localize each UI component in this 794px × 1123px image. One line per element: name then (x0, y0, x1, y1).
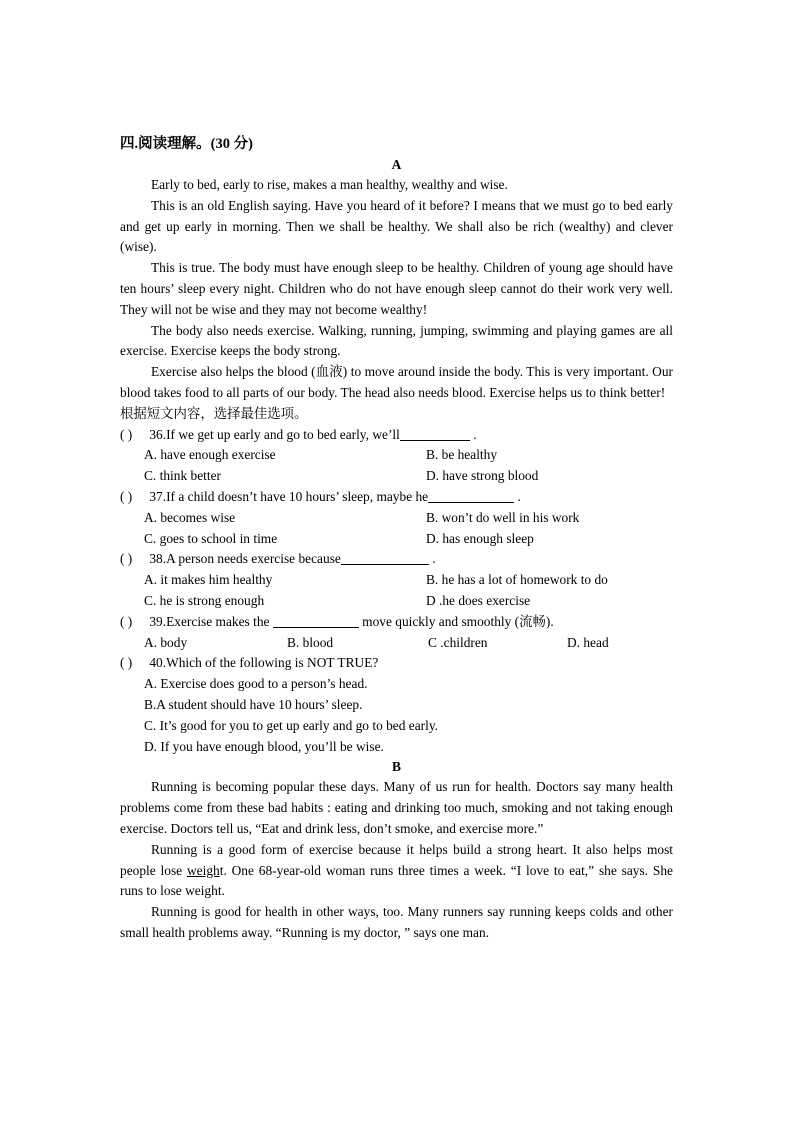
options-row (120, 508, 673, 529)
options-row (120, 570, 673, 591)
option-b[interactable]: B. won’t do well in his work (426, 509, 580, 525)
option-d[interactable]: D. head (567, 634, 609, 650)
passage-b-paragraph: Running is becoming popular these days. Many of us run for health. Doctors say many health problems come from these bad habits : eating and drinking too much, smoking and not taking enough exercise. Doctors tell us, “Eat and drink less, don’t smoke, and exercise more.” (120, 779, 673, 836)
option-d[interactable]: D. has enough sleep (426, 530, 534, 546)
option-c[interactable]: C. think better (144, 468, 221, 484)
passage-a-paragraph: Early to bed, early to rise, makes a man healthy, wealthy and wise. (151, 177, 508, 192)
passage-b-paragraph (120, 840, 673, 902)
section-title: 四.阅读理解。(30 分) (120, 136, 253, 152)
options-row (120, 445, 673, 466)
question-stem-end: . (469, 426, 477, 442)
option-c[interactable]: C. goes to school in time (144, 530, 278, 546)
passage-b-text: t. One 68-year-old woman runs three times a week. “I love to eat,” she says. She runs to lose weight. (120, 862, 673, 899)
option-b[interactable]: B.A student should have 10 hours’ sleep. (144, 696, 363, 712)
answer-blank (400, 426, 470, 441)
option-b[interactable]: B. be healthy (426, 447, 498, 463)
question-36 (120, 425, 673, 446)
question-stem-end: . (514, 488, 521, 504)
option-a[interactable]: A. Exercise does good to a person’s head. (144, 676, 368, 692)
passage-a-paragraph: This is true. The body must have enough sleep to be healthy. Children of young age should have ten hours’ sleep every night. Children who do not have enough sleep cannot do their work very well. They will not be wise and they may not become wealthy! (120, 260, 673, 317)
options-row (120, 695, 673, 716)
option-d[interactable]: D. If you have enough blood, you’ll be wise. (144, 738, 384, 754)
options-row (120, 737, 673, 758)
answer-bracket[interactable]: ( ) (120, 613, 133, 629)
answer-blank (341, 550, 429, 565)
question-stem: 37.If a child doesn’t have 10 hours’ sleep, maybe he (149, 488, 429, 504)
underlined-word: weigh (186, 862, 220, 878)
option-a[interactable]: A. have enough exercise (144, 447, 276, 463)
options-row (120, 674, 673, 695)
option-a[interactable]: A. body (144, 634, 188, 650)
question-instruction: 根据短文内容，选择最佳选项。 (120, 405, 308, 421)
answer-bracket[interactable]: ( ) (120, 488, 133, 504)
options-row (120, 633, 673, 654)
option-d[interactable]: D. have strong blood (426, 468, 539, 484)
passage-a-paragraph: This is an old English saying. Have you heard of it before? I means that we must go to bed early and get up early in morning. Then we shall be healthy. We shall also be rich (wealthy) and clever (wise). (120, 197, 673, 255)
options-row (120, 466, 673, 487)
passage-a-heading: A (391, 157, 402, 172)
option-b[interactable]: B. blood (287, 634, 334, 650)
question-38 (120, 549, 673, 570)
option-c[interactable]: C .children (428, 634, 488, 650)
answer-blank (273, 613, 359, 628)
worksheet-page (120, 133, 673, 944)
question-39 (120, 612, 673, 633)
option-a[interactable]: A. it makes him healthy (144, 572, 273, 588)
options-row (120, 716, 673, 737)
question-40 (120, 653, 673, 674)
answer-blank (428, 488, 514, 503)
question-stem-end: move quickly and smoothly (流畅). (358, 613, 554, 629)
options-row (120, 591, 673, 612)
question-stem: 39.Exercise makes the (149, 613, 273, 629)
answer-bracket[interactable]: ( ) (120, 426, 133, 442)
option-c[interactable]: C. It’s good for you to get up early and go to bed early. (144, 717, 439, 733)
question-stem-end: . (428, 551, 436, 567)
question-stem: 38.A person needs exercise because (149, 551, 341, 567)
passage-a-paragraph: The body also needs exercise. Walking, running, jumping, swimming and playing games are all exercise. Exercise keeps the body strong. (120, 322, 673, 359)
question-37 (120, 487, 673, 508)
question-stem: 40.Which of the following is NOT TRUE? (149, 655, 379, 671)
option-b[interactable]: B. he has a lot of homework to do (426, 572, 608, 588)
answer-bracket[interactable]: ( ) (120, 655, 133, 671)
option-d[interactable]: D .he does exercise (426, 592, 531, 608)
option-a[interactable]: A. becomes wise (144, 509, 236, 525)
passage-b-heading: B (392, 759, 401, 775)
passage-b-text: Running is a good form of exercise because it helps build a strong heart. It also helps most people lose (120, 841, 673, 878)
options-row (120, 529, 673, 550)
option-c[interactable]: C. he is strong enough (144, 592, 265, 608)
question-stem: 36.If we get up early and go to bed early, we’ll (149, 426, 400, 442)
passage-a-paragraph: Exercise also helps the blood (血液) to move around inside the body. This is very important. Our blood takes food to all parts of our body. The head also needs blood. Exercise helps us to think better! (120, 364, 673, 400)
passage-b-paragraph: Running is good for health in other ways, too. Many runners say running keeps colds and other small health problems away. “Running is my doctor, ” says one man. (120, 904, 673, 940)
answer-bracket[interactable]: ( ) (120, 551, 133, 567)
